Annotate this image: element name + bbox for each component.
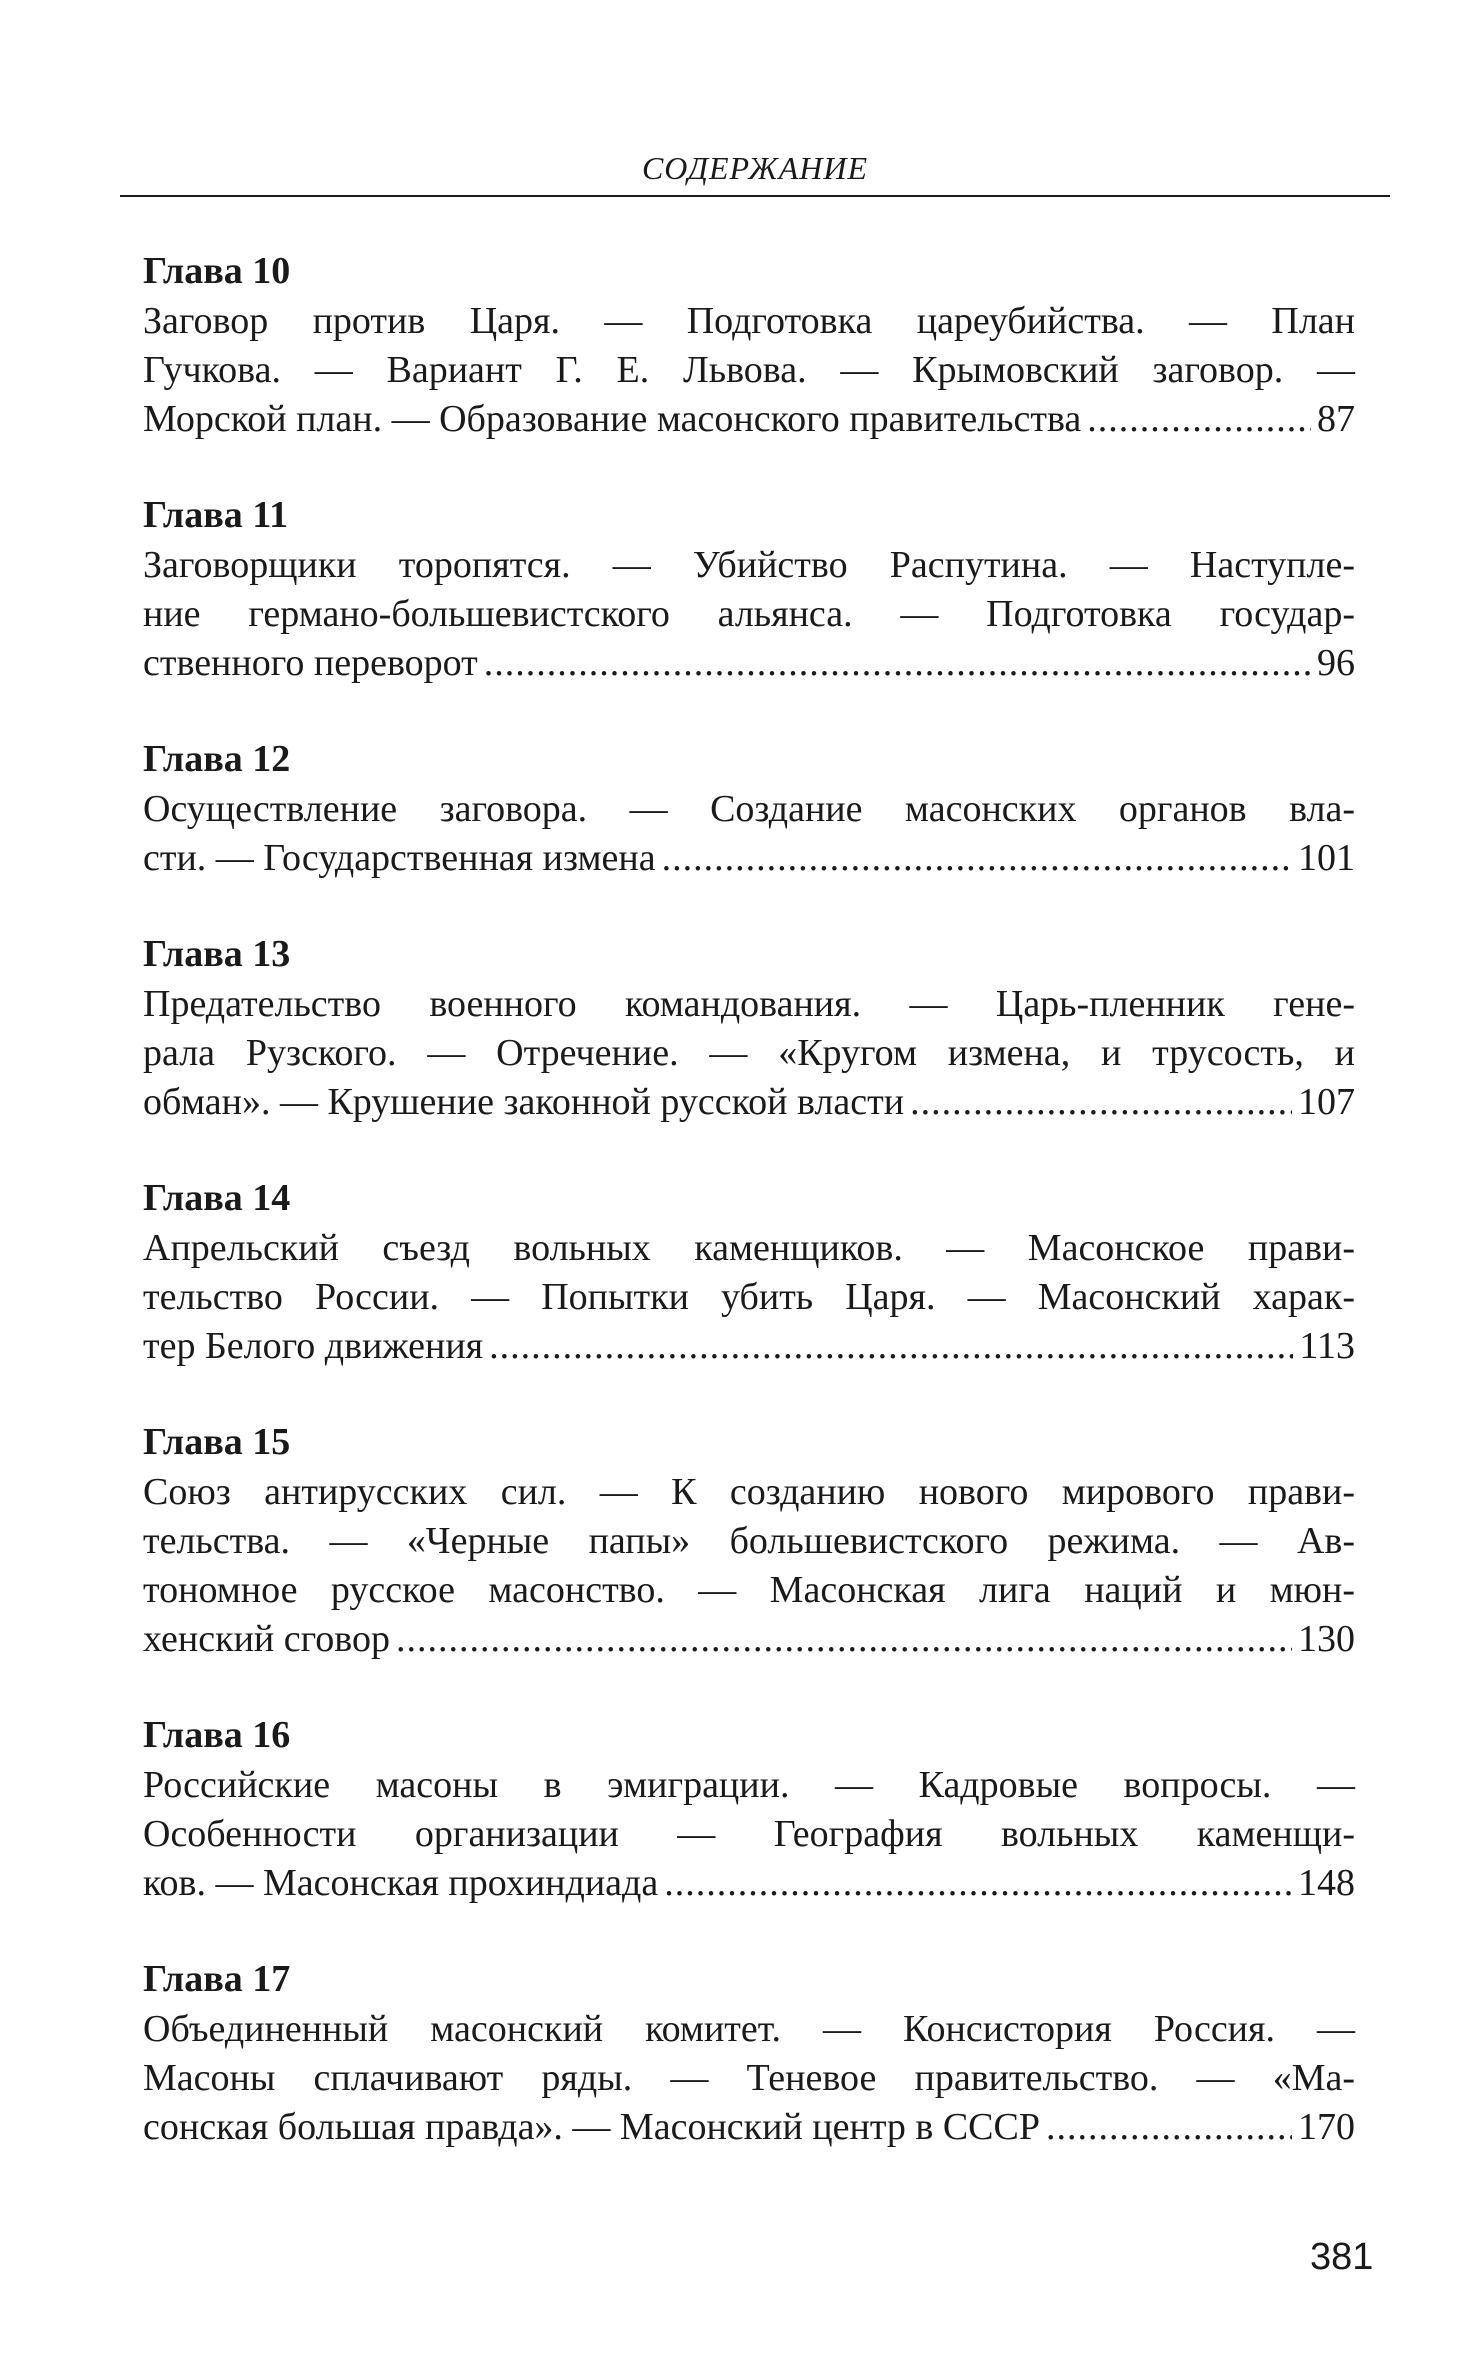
chapter-summary-text: ков. — Масонская прохиндиада: [143, 1862, 659, 1904]
chapter-summary-line: Заговор против Царя. — Подготовка цареубийства. — План: [143, 300, 1355, 342]
chapter-page-number: 130: [1298, 1618, 1355, 1660]
dot-leader: [396, 1615, 1292, 1664]
header-rule: [120, 195, 1390, 197]
chapter-summary-line: Масоны сплачивают ряды. — Теневое правительство. — «Ма-: [143, 2057, 1355, 2099]
chapter-summary-line: тономное русское масонство. — Масонская лига наций и мюн-: [143, 1569, 1355, 1611]
dot-leader: [484, 639, 1311, 688]
chapter-summary-line: Предательство военного командования. — Царь-пленник гене-: [143, 983, 1355, 1025]
chapter-summary-line: Российские масоны в эмиграции. — Кадровые вопросы. —: [143, 1764, 1355, 1806]
chapter-summary-text: тер Белого движения: [143, 1325, 484, 1367]
chapter-page-number: 148: [1298, 1862, 1355, 1904]
chapter-summary-line: Союз антирусских сил. — К созданию нового мирового прави-: [143, 1471, 1355, 1513]
toc-entry: [143, 928, 1355, 1127]
toc-entry: [143, 1416, 1355, 1664]
chapter-title: Глава 16: [143, 1714, 291, 1756]
chapter-page-number: 170: [1298, 2106, 1355, 2148]
chapter-summary-line: Осуществление заговора. — Создание масонских органов вла-: [143, 788, 1355, 830]
toc-entry: [143, 489, 1355, 688]
chapter-title: Глава 17: [143, 1958, 291, 2000]
chapter-page-number: 101: [1298, 837, 1355, 879]
chapter-summary-last-line: [143, 395, 1355, 444]
chapter-page-number: 107: [1298, 1081, 1355, 1123]
dot-leader: [910, 1078, 1292, 1127]
chapter-summary-text: ственного переворот: [143, 642, 478, 684]
toc-entry: [143, 245, 1355, 444]
chapter-summary-line: Особенности организации — География вольных каменщи-: [143, 1813, 1355, 1855]
chapter-summary-last-line: [143, 2103, 1355, 2152]
chapter-summary-text: хенский сговор: [143, 1618, 390, 1660]
chapter-page-number: 96: [1317, 642, 1355, 684]
running-head: СОДЕРЖАНИЕ: [641, 150, 869, 186]
chapter-summary-line: тельство России. — Попытки убить Царя. — Масонский харак-: [143, 1276, 1355, 1318]
chapter-page-number: 113: [1299, 1325, 1355, 1367]
chapter-title: Глава 14: [143, 1177, 291, 1219]
chapter-summary-last-line: [143, 834, 1355, 883]
page-number: 381: [1310, 2236, 1374, 2278]
chapter-summary-last-line: [143, 1322, 1355, 1371]
chapter-summary-line: тельства. — «Черные папы» большевистского режима. — Ав-: [143, 1520, 1355, 1562]
dot-leader: [664, 1859, 1292, 1908]
chapter-title: Глава 13: [143, 933, 291, 975]
chapter-summary-last-line: [143, 639, 1355, 688]
dot-leader: [662, 834, 1292, 883]
chapter-page-number: 87: [1317, 398, 1355, 440]
chapter-title: Глава 12: [143, 738, 291, 780]
chapter-summary-text: сонская большая правда». — Масонский центр в СССР: [143, 2106, 1041, 2148]
toc-entry: [143, 1172, 1355, 1371]
chapter-summary-text: сти. — Государственная измена: [143, 837, 656, 879]
toc-entry: [143, 1953, 1355, 2152]
chapter-summary-line: Объединенный масонский комитет. — Консистория Россия. —: [143, 2008, 1355, 2050]
dot-leader: [1046, 2103, 1292, 2152]
dot-leader: [489, 1322, 1293, 1371]
toc-entry: [143, 733, 1355, 883]
chapter-summary-text: Морской план. — Образование масонского правительства: [143, 398, 1082, 440]
table-of-contents: [143, 245, 1355, 2197]
chapter-summary-text: обман». — Крушение законной русской власти: [143, 1081, 905, 1123]
chapter-summary-line: Гучкова. — Вариант Г. Е. Львова. — Крымовский заговор. —: [143, 349, 1355, 391]
chapter-title: Глава 15: [143, 1421, 291, 1463]
dot-leader: [1087, 395, 1311, 444]
chapter-summary-line: рала Рузского. — Отречение. — «Кругом измена, и трусость, и: [143, 1032, 1355, 1074]
chapter-summary-last-line: [143, 1859, 1355, 1908]
toc-entry: [143, 1709, 1355, 1908]
chapter-summary-line: Апрельский съезд вольных каменщиков. — Масонское прави-: [143, 1227, 1355, 1269]
chapter-summary-last-line: [143, 1078, 1355, 1127]
chapter-summary-last-line: [143, 1615, 1355, 1664]
chapter-title: Глава 11: [143, 494, 289, 536]
chapter-summary-line: Заговорщики торопятся. — Убийство Распутина. — Наступле-: [143, 544, 1355, 586]
chapter-title: Глава 10: [143, 250, 291, 292]
chapter-summary-line: ние германо-большевистского альянса. — Подготовка государ-: [143, 593, 1355, 635]
